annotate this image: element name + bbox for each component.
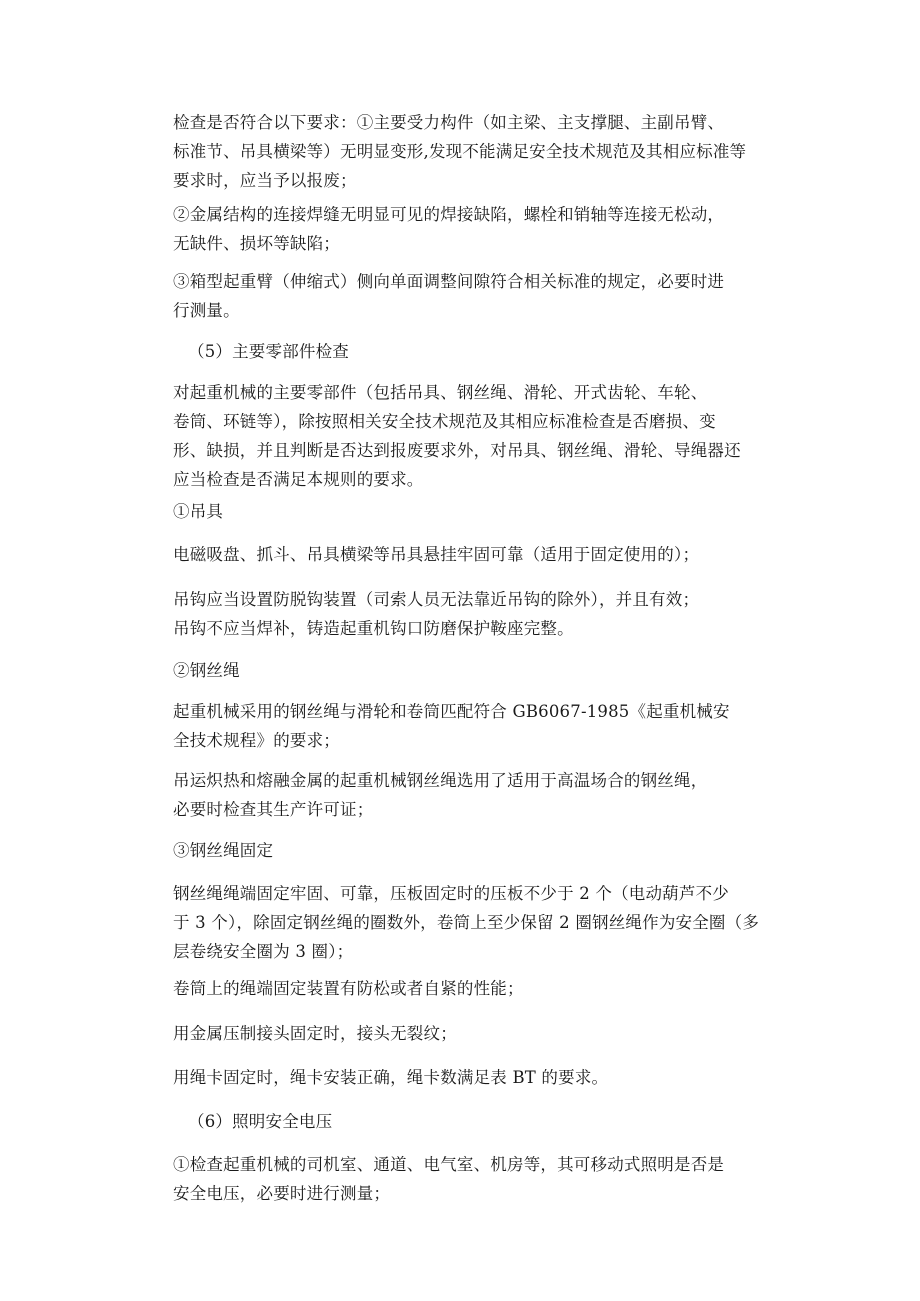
- paragraph-weld-bolts: [136, 200, 796, 258]
- heading-text: ②钢丝绳: [173, 661, 240, 680]
- text-line: 于 3 个），除固定钢丝绳的圈数外，卷筒上至少保留 2 圈钢丝绳作为安全圈（多: [173, 913, 760, 932]
- heading-text: （6）照明安全电压: [188, 1112, 333, 1131]
- paragraph-high-temp-rope: [136, 766, 796, 824]
- text-line: 层卷绕安全圈为 3 圈）；: [173, 942, 354, 961]
- text-line: 吊钩不应当焊补，铸造起重机钩口防磨保护鞍座完整。: [173, 619, 574, 638]
- text-line: 用金属压制接头固定时，接头无裂纹；: [173, 1024, 457, 1043]
- text-line: 要求时，应当予以报废；: [173, 171, 357, 190]
- paragraph-lighting-voltage: [136, 1150, 796, 1208]
- paragraph-boom-gap: [136, 267, 796, 325]
- text-line: 行测量。: [173, 301, 240, 320]
- text-line: 全技术规程》的要求；: [173, 731, 340, 750]
- text-line: 用绳卡固定时，绳卡安装正确，绳卡数满足表 BT 的要求。: [173, 1068, 609, 1087]
- heading-text: ①吊具: [173, 502, 224, 521]
- text-line: ②金属结构的连接焊缝无明显可见的焊接缺陷，螺栓和销轴等连接无松动，: [173, 205, 725, 224]
- subheading-spreader: [136, 497, 796, 526]
- text-line: 卷筒、环链等），除按照相关安全技术规范及其相应标准检查是否磨损、变: [173, 412, 716, 431]
- paragraph-main-parts: [136, 378, 796, 494]
- text-line: 应当检查是否满足本规则的要求。: [173, 470, 424, 489]
- text-line: 电磁吸盘、抓斗、吊具横梁等吊具悬挂牢固可靠（适用于固定使用的）；: [173, 545, 700, 564]
- paragraph-magnetic-chuck: [136, 540, 796, 569]
- paragraph-rope-match: [136, 697, 796, 755]
- text-line: 卷筒上的绳端固定装置有防松或者自紧的性能；: [173, 979, 524, 998]
- text-line: 安全电压，必要时进行测量；: [173, 1184, 391, 1203]
- text-line: 标准节、吊具横梁等）无明显变形,发现不能满足安全技术规范及其相应标准等: [173, 142, 747, 161]
- text-line: 无缺件、损坏等缺陷；: [173, 234, 340, 253]
- text-line: 检查是否符合以下要求：①主要受力构件（如主梁、主支撑腿、主副吊臂、: [173, 113, 725, 132]
- text-line: 吊钩应当设置防脱钩装置（司索人员无法靠近吊钩的除外），并且有效；: [173, 590, 700, 609]
- text-line: 对起重机械的主要零部件（包括吊具、钢丝绳、滑轮、开式齿轮、车轮、: [173, 383, 708, 402]
- paragraph-structure-requirements: [136, 108, 796, 195]
- paragraph-hook: [136, 585, 796, 643]
- subheading-rope-fixing: [136, 836, 796, 865]
- text-line: 必要时检查其生产许可证；: [173, 800, 374, 819]
- text-line: 形、缺损，并且判断是否达到报废要求外，对吊具、钢丝绳、滑轮、导绳器还: [173, 441, 741, 460]
- text-line: ①检查起重机械的司机室、通道、电气室、机房等，其可移动式照明是否是: [173, 1155, 725, 1174]
- text-line: ③箱型起重臂（伸缩式）侧向单面调整间隙符合相关标准的规定，必要时进: [173, 272, 725, 291]
- paragraph-anti-loosening: [136, 974, 796, 1003]
- subheading-wire-rope: [136, 656, 796, 685]
- paragraph-rope-clip: [136, 1063, 796, 1092]
- text-line: 吊运炽热和熔融金属的起重机械钢丝绳选用了适用于高温场合的钢丝绳，: [173, 771, 708, 790]
- section-heading-5: [136, 337, 796, 366]
- paragraph-rope-end-fixing: [136, 879, 796, 966]
- heading-text: ③钢丝绳固定: [173, 841, 274, 860]
- heading-text: （5）主要零部件检查: [188, 342, 349, 361]
- text-line: 钢丝绳绳端固定牢固、可靠，压板固定时的压板不少于 2 个（电动葫芦不少: [173, 884, 729, 903]
- paragraph-metal-joint: [136, 1019, 796, 1048]
- section-heading-6: [136, 1107, 796, 1136]
- text-line: 起重机械采用的钢丝绳与滑轮和卷筒匹配符合 GB6067-1985《起重机械安: [173, 702, 730, 721]
